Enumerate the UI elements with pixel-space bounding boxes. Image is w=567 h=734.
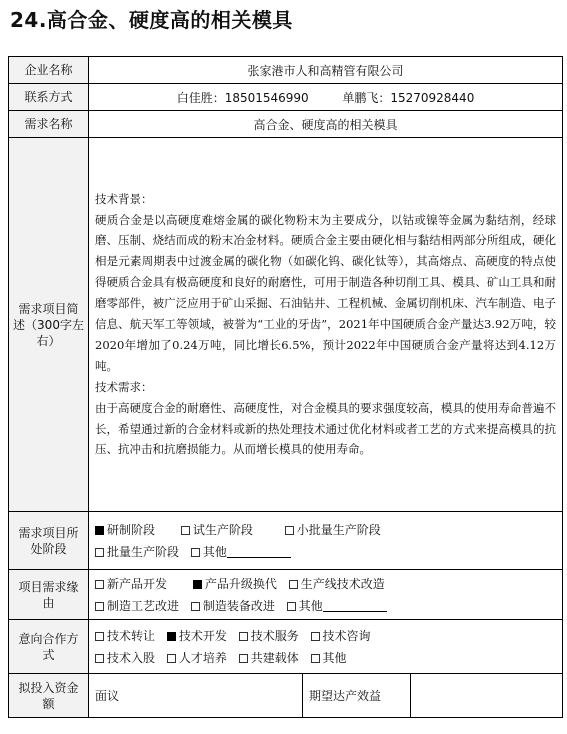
source-option[interactable] — [95, 595, 179, 617]
source-option-label: 新产品开发 — [107, 576, 168, 591]
source-option[interactable] — [193, 573, 277, 595]
stage-option[interactable] — [95, 519, 155, 541]
row-contact — [9, 84, 563, 111]
checkbox-icon[interactable] — [95, 580, 104, 589]
checkbox-icon[interactable] — [239, 654, 248, 663]
source-option-label: 其他 — [298, 598, 323, 613]
cooperation-option[interactable] — [311, 647, 347, 669]
cooperation-option-label: 技术转让 — [107, 628, 156, 643]
company-value: 张家港市人和高精管有限公司 — [89, 57, 563, 84]
cooperation-option[interactable] — [311, 625, 371, 647]
demand-name-label: 需求名称 — [9, 111, 89, 138]
cooperation-label: 意向合作方式 — [9, 620, 89, 674]
source-option[interactable] — [289, 573, 385, 595]
stage-option-label: 批量生产阶段 — [107, 544, 180, 559]
checkbox-icon[interactable] — [285, 526, 294, 535]
benefit-value[interactable] — [411, 674, 563, 718]
summary-label — [9, 138, 89, 512]
stage-options — [89, 512, 563, 570]
investment-label: 拟投入资金额 — [9, 674, 89, 718]
stage-option-label: 其他 — [202, 544, 227, 559]
cooperation-option-label: 人才培养 — [178, 650, 227, 665]
checkbox-icon[interactable] — [191, 548, 200, 557]
checkbox-checked-icon[interactable] — [95, 526, 104, 535]
checkbox-icon[interactable] — [239, 632, 248, 641]
stage-label: 需求项目所处阶段 — [9, 512, 89, 570]
source-option[interactable] — [95, 573, 167, 595]
requirement-text: 由于高硬度合金的耐磨性、高硬度性，对合金模具的要求强度较高，模具的使用寿命普遍不长，希望通过新的合金材料或新的热处理技术通过优化材料或者工艺的方式来提高模具的抗压、抗冲击和抗磨损能力。从而增长模具的使用寿命。 — [95, 400, 557, 457]
contact-value — [89, 84, 563, 111]
summary-content — [89, 138, 563, 512]
cooperation-option-label: 技术开发 — [178, 628, 227, 643]
stage-option[interactable] — [95, 541, 179, 563]
cooperation-options — [89, 620, 563, 674]
company-label: 企业名称 — [9, 57, 89, 84]
checkbox-icon[interactable] — [287, 602, 296, 611]
demand-name-value: 高合金、硬度高的相关模具 — [89, 111, 563, 138]
cooperation-option-label: 技术服务 — [250, 628, 299, 643]
fill-in-line[interactable] — [227, 547, 291, 558]
checkbox-icon[interactable] — [95, 632, 104, 641]
cooperation-option-label: 共建载体 — [250, 650, 299, 665]
benefit-label: 期望达产效益 — [303, 674, 411, 718]
checkbox-checked-icon[interactable] — [167, 632, 176, 641]
contact-person-1: 白佳胜：18501546990 — [176, 90, 309, 105]
stage-option[interactable] — [181, 519, 253, 541]
checkbox-icon[interactable] — [95, 602, 104, 611]
cooperation-option[interactable] — [95, 625, 155, 647]
cooperation-option[interactable] — [167, 625, 227, 647]
cooperation-option-label: 技术入股 — [107, 650, 156, 665]
contact-person-2: 单鹏飞：15270928440 — [342, 90, 475, 105]
source-options — [89, 570, 563, 620]
stage-option-label: 研制阶段 — [107, 522, 156, 537]
cooperation-option[interactable] — [239, 647, 299, 669]
contact-label: 联系方式 — [9, 84, 89, 111]
source-label: 项目需求缘由 — [9, 570, 89, 620]
source-option-label: 生产线技术改造 — [300, 576, 385, 591]
checkbox-icon[interactable] — [181, 526, 190, 535]
cooperation-option[interactable] — [95, 647, 155, 669]
row-demand-name — [9, 111, 563, 138]
row-company — [9, 57, 563, 84]
source-option-label: 制造装备改进 — [202, 598, 275, 613]
source-option-label: 产品升级换代 — [204, 576, 277, 591]
cooperation-option[interactable] — [239, 625, 299, 647]
checkbox-icon[interactable] — [95, 548, 104, 557]
checkbox-icon[interactable] — [289, 580, 298, 589]
stage-option-label: 小批量生产阶段 — [296, 522, 381, 537]
source-option[interactable] — [287, 595, 387, 617]
background-heading: 技术背景： — [95, 191, 153, 206]
stage-option-label: 试生产阶段 — [192, 522, 253, 537]
page-title: 24.高合金、硬度高的相关模具 — [10, 8, 293, 32]
checkbox-icon[interactable] — [167, 654, 176, 663]
summary-label-text: 需求项目简述（300字左右） — [13, 301, 84, 348]
demand-form-table — [8, 56, 563, 718]
source-option[interactable] — [191, 595, 275, 617]
cooperation-option-label: 技术咨询 — [322, 628, 371, 643]
cooperation-option[interactable] — [167, 647, 227, 669]
checkbox-icon[interactable] — [191, 602, 200, 611]
row-source — [9, 570, 563, 620]
background-text: 硬质合金是以高硬度难熔金属的碳化物粉末为主要成分，以钴或镍等金属为黏结剂，经球磨、压制、烧结而成的粉末冶金材料。硬质合金主要由硬化相与黏结相两部分所组成，硬化相是元素周期表中过渡金属的碳化物（如碳化钨、碳化钛等），其高熔点、高硬度的特点使得硬质合金具有极高硬度和良好的耐磨性，可用于制造各种切削工具、模具、矿山工具和耐磨零部件，被广泛应用于矿山采掘、石油钻井、工程机械、金属切削机床、汽车制造、电子信息、航天军工等领域，被誉为“工业的牙齿”，2021年中国硬质合金产量达3.92万吨，较2020年增加了0.24万吨，同比增长6.5%，预计2022年中国硬质合金产量将达到4.12万吨。 — [95, 212, 557, 373]
checkbox-icon[interactable] — [311, 654, 320, 663]
cooperation-option-label: 其他 — [322, 650, 347, 665]
fill-in-line[interactable] — [323, 601, 387, 612]
row-stage — [9, 512, 563, 570]
checkbox-checked-icon[interactable] — [193, 580, 202, 589]
row-investment — [9, 674, 563, 718]
stage-option[interactable] — [191, 541, 291, 563]
requirement-heading: 技术需求： — [95, 379, 153, 394]
row-cooperation — [9, 620, 563, 674]
stage-option[interactable] — [285, 519, 381, 541]
checkbox-icon[interactable] — [311, 632, 320, 641]
investment-value: 面议 — [89, 674, 303, 718]
checkbox-icon[interactable] — [95, 654, 104, 663]
row-summary — [9, 138, 563, 512]
source-option-label: 制造工艺改进 — [107, 598, 180, 613]
